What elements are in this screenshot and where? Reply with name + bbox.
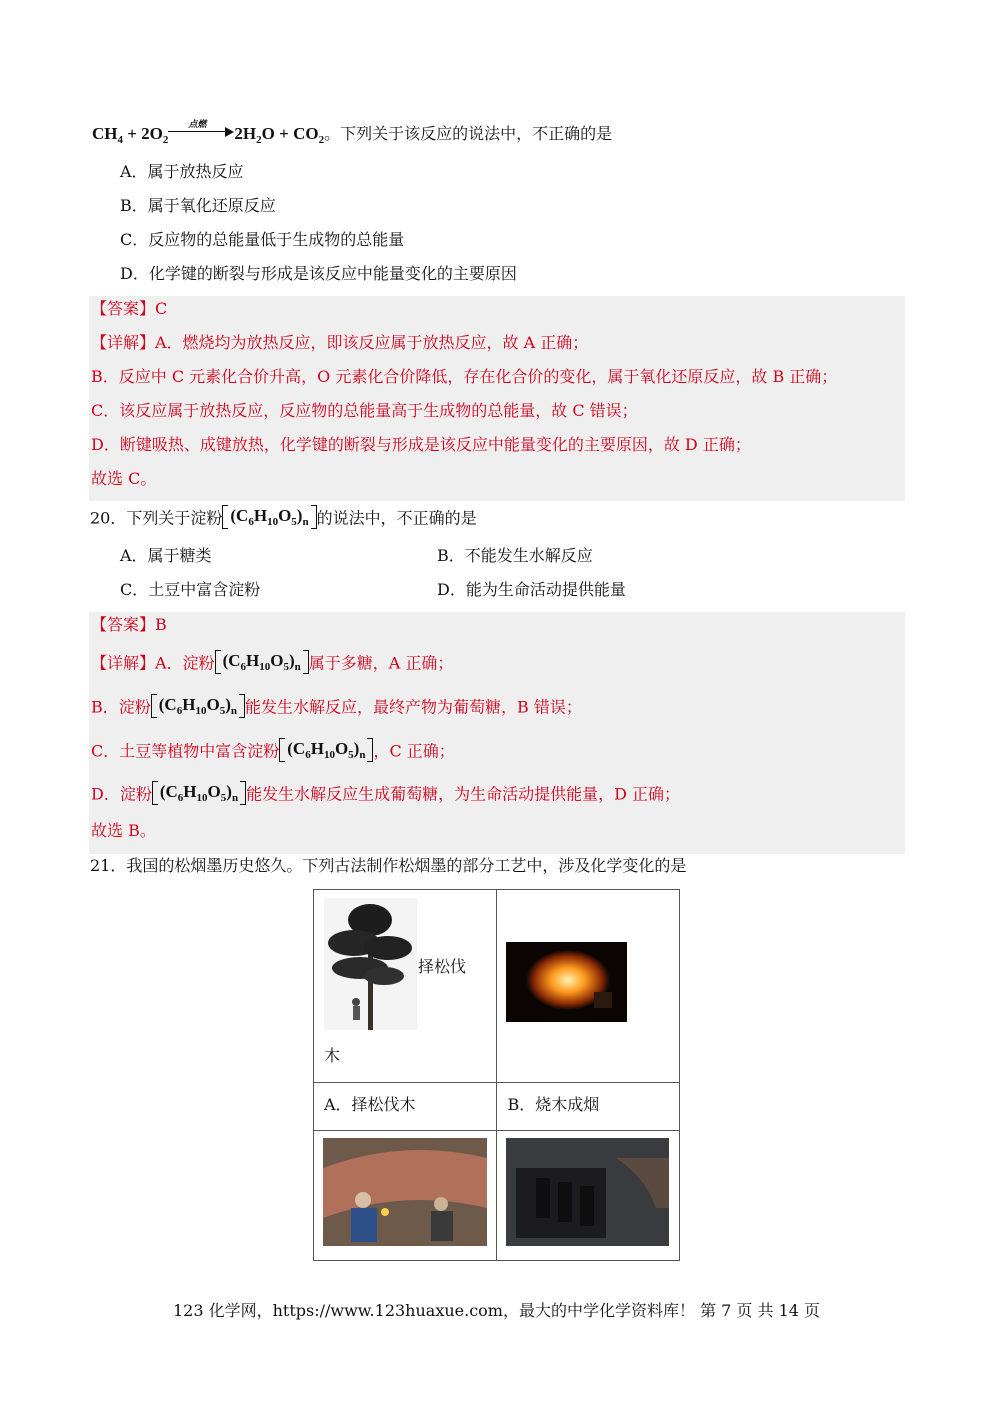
q21-stem: 21．我国的松烟墨历史悠久。下列古法制作松烟墨的部分工艺中，涉及化学变化的是 [90, 856, 687, 875]
q21-option-b-cell [497, 1083, 680, 1131]
q19-stem-text: 。下列关于该反应的说法中，不正确的是 [324, 124, 613, 143]
burning-wood-image [506, 942, 627, 1022]
q20-detail-end: 故选 B。 [91, 821, 156, 840]
q20-detail-a [91, 650, 453, 678]
q21-cell-d-image [497, 1131, 680, 1261]
q21-cell-a-image [314, 890, 497, 1083]
page-footer: 123 化学网，https://www.123huaxue.com，最大的中学化学资料库！ 第 7 页 共 14 页 [172, 1301, 821, 1320]
q20-detail-a-formula: $(C_6H_{10}O_5)_n$ [215, 650, 309, 678]
q20-detail-d-pre: D．淀粉 [91, 784, 152, 804]
q19-equation: $CH_4 + 2O_2$ 点燃 $2H_2O + CO_2$ [92, 119, 325, 146]
q19-detail-b: B．反应中 C 元素化合价升高，O 元素化合价降低，存在化合价的变化，属于氧化还原反应，故 B 正确； [91, 367, 838, 386]
q21-option-a: A．择松伐木 [324, 1095, 416, 1114]
q20-detail-c-pre: C．土豆等植物中富含淀粉 [91, 741, 280, 761]
reaction-arrow-icon: 点燃 [168, 123, 234, 137]
q19-detail-c: C．该反应属于放热反应，反应物的总能量高于生成物的总能量，故 C 错误； [91, 401, 638, 420]
q21-option-b: B．烧木成烟 [507, 1095, 600, 1114]
q21-option-a-cell [314, 1083, 497, 1131]
q20-detail-a-pre: 【详解】A．淀粉 [91, 653, 215, 673]
q20-option-b: B．不能发生水解反应 [437, 546, 593, 565]
q20-detail-d [91, 781, 680, 809]
q20-stem-line [90, 505, 477, 533]
q19-option-b: B．属于氧化还原反应 [120, 196, 276, 215]
q19-detail-end: 故选 C。 [91, 469, 157, 488]
q19-detail-a: 【详解】A．燃烧均为放热反应，即该反应属于放热反应，故 A 正确； [91, 333, 589, 352]
q20-detail-b [91, 694, 582, 722]
q20-detail-b-post: 能发生水解反应，最终产物为葡萄糖，B 错误； [244, 697, 582, 717]
q20-detail-b-pre: B．淀粉 [91, 697, 151, 717]
q19-option-a: A．属于放热反应 [120, 162, 244, 181]
q21-process-table [313, 889, 680, 1261]
q19-answer: 【答案】C [91, 299, 168, 318]
q19-answer-box [89, 296, 905, 501]
q20-stem-suffix: 的说法中，不正确的是 [316, 508, 477, 528]
q20-detail-a-post: 属于多糖，A 正确； [308, 653, 454, 673]
q20-detail-c-post: ，C 正确； [373, 741, 455, 761]
q20-answer-box [89, 612, 905, 854]
q20-option-a: A．属于糖类 [120, 546, 212, 565]
q20-option-c: C．土豆中富含淀粉 [120, 580, 261, 599]
q20-detail-b-formula: $(C_6H_{10}O_5)_n$ [151, 694, 245, 722]
q20-stem-prefix: 20．下列关于淀粉 [90, 508, 223, 528]
q21-cell-b-image [497, 890, 680, 1083]
q21-cell-c-image [314, 1131, 497, 1261]
q20-detail-c [91, 738, 455, 766]
q19-detail-d: D．断键吸热、成键放热，化学键的断裂与形成是该反应中能量变化的主要原因，故 D 正确； [91, 435, 751, 454]
q19-option-c: C．反应物的总能量低于生成物的总能量 [120, 230, 405, 249]
kiln-workers-image [323, 1138, 487, 1246]
q21-cell-a-text1: 择松伐 [418, 957, 467, 976]
q19-stem-line [92, 119, 613, 151]
q20-answer: 【答案】B [91, 615, 167, 634]
q20-detail-c-formula: $(C_6H_{10}O_5)_n$ [279, 738, 373, 766]
q19-option-d: D．化学键的断裂与形成是该反应中能量变化的主要原因 [120, 264, 517, 283]
q20-detail-d-post: 能发生水解反应生成葡萄糖，为生命活动提供能量，D 正确； [246, 784, 680, 804]
q20-option-d: D．能为生命活动提供能量 [437, 580, 626, 599]
q20-detail-d-formula: $(C_6H_{10}O_5)_n$ [152, 781, 246, 809]
q20-formula: $(C_6H_{10}O_5)_n$ [222, 505, 316, 533]
pine-tree-image [324, 898, 417, 1030]
q21-cell-a-text2: 木 [324, 1046, 341, 1065]
ink-mold-image [506, 1138, 669, 1246]
